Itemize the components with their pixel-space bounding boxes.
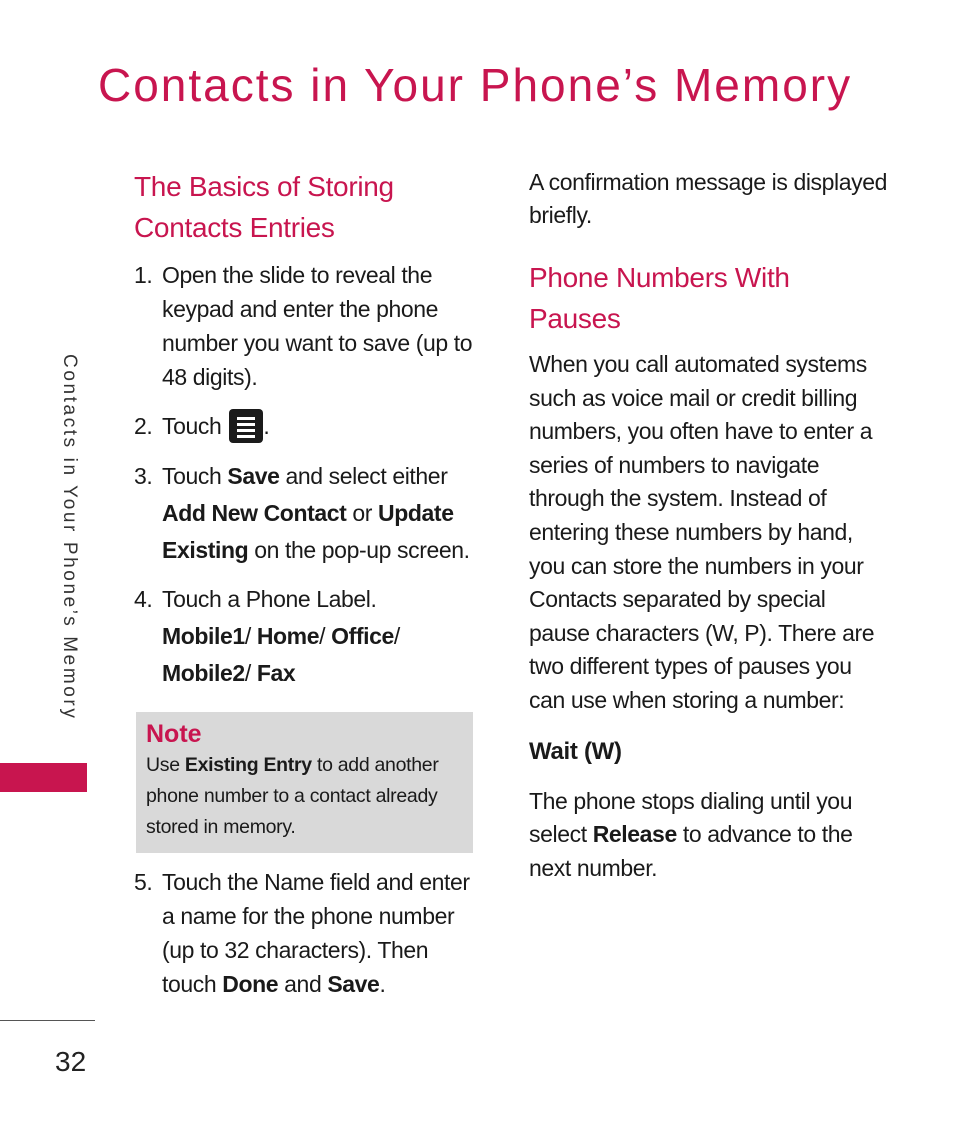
page-title: Contacts in Your Phone’s Memory xyxy=(98,59,853,111)
side-chapter-label: Contacts in Your Phone’s Memory xyxy=(59,354,80,721)
pauses-body-text: When you call automated systems such as voice mail or credit billing numbers, you often have to enter a series of numbers to navigate through the system. Instead of entering these numbers by hand, you can store the numbers in your Contacts separated by special pause characters (W, P). There are two different types of pauses you can use when storing a number: xyxy=(529,351,875,713)
section-heading-basics: The Basics of Storing Contacts Entries xyxy=(134,171,394,243)
step-3: 3. Touch Save and select either Add New Contact or Update Existing on the pop-up screen. xyxy=(134,463,470,563)
note-box xyxy=(136,712,473,853)
footer-divider xyxy=(0,1020,95,1021)
left-column xyxy=(134,166,479,1001)
section-heading-pauses: Phone Numbers With Pauses xyxy=(529,262,790,334)
step-1: 1. Open the slide to reveal the keypad and enter the phone number you want to save (up to 48 digits). xyxy=(134,262,473,390)
wait-description: The phone stops dialing until you select Release to advance to the next number. xyxy=(529,787,853,881)
page-number: 32 xyxy=(55,1046,87,1077)
note-text: Use Existing Entry to add another phone number to a contact already stored in memory. xyxy=(146,754,439,838)
wait-heading: Wait (W) xyxy=(529,737,622,765)
menu-icon xyxy=(229,409,263,443)
step-5: 5. Touch the Name field and enter a name for the phone number (up to 32 characters). Then touch Done and Save. xyxy=(134,869,470,997)
note-heading: Note xyxy=(146,720,202,748)
step-4: 4. Touch a Phone Label. Mobile1/ Home/ Office/ Mobile2/ Fax xyxy=(134,586,400,686)
steps-list xyxy=(134,258,479,692)
side-tab-marker xyxy=(0,763,87,792)
right-column xyxy=(529,166,889,885)
step-2: 2. Touch . xyxy=(134,409,479,443)
confirmation-text: A confirmation message is displayed briefly. xyxy=(529,169,888,228)
steps-list-continued xyxy=(134,865,479,1001)
